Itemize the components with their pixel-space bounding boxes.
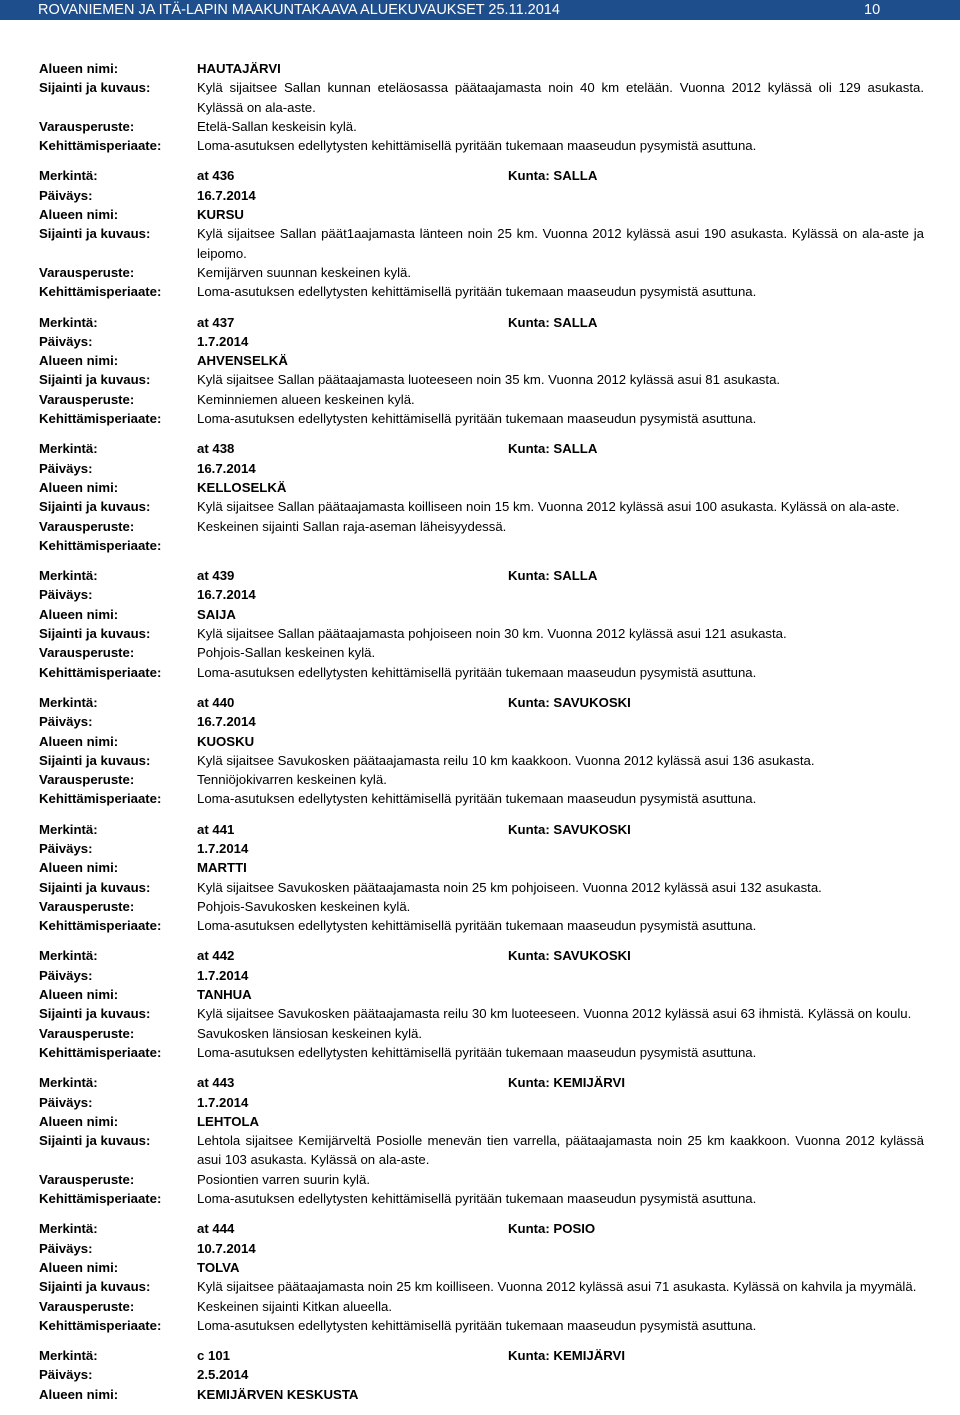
date-row (39, 839, 924, 858)
development-principle-value: Loma-asutuksen edellytysten kehittämisellä pyritään tukemaan maaseudun pysymistä asuttuna. (197, 664, 757, 680)
date-value: 2.5.2014 (197, 1367, 249, 1383)
location-label: Sijainti ja kuvaus: (39, 1006, 151, 1022)
development-principle-row (39, 789, 924, 808)
marking-values (197, 1073, 924, 1092)
date-label: Päiväys: (39, 840, 93, 856)
location-value: Kylä sijaitsee Savukosken päätaajamasta reilu 10 km kaakkoon. Vuonna 2012 kylässä asui 136 asukasta. (197, 752, 815, 768)
municipality: Kunta: SAVUKOSKI (508, 694, 631, 710)
development-principle-value: Loma-asutuksen edellytysten kehittämisellä pyritään tukemaan maaseudun pysymistä asuttuna. (197, 284, 757, 300)
marking-row (39, 1346, 924, 1365)
area-name-value: HAUTAJÄRVI (197, 61, 281, 76)
document-body (39, 59, 924, 1415)
development-principle-value: Loma-asutuksen edellytysten kehittämisellä pyritään tukemaan maaseudun pysymistä asuttuna. (197, 918, 757, 934)
development-principle-label: Kehittämisperiaate: (39, 138, 162, 154)
development-principle-row (39, 536, 924, 555)
area-name-row (39, 605, 924, 624)
municipality: Kunta: SALLA (508, 168, 598, 184)
development-principle-row (39, 136, 924, 155)
area-name-label: Alueen nimi: (39, 987, 119, 1003)
reservation-basis-label: Varausperuste: (39, 772, 135, 788)
reservation-basis-value: Pohjois-Sallan keskeinen kylä. (197, 645, 376, 661)
marking-label: Merkintä: (39, 168, 98, 184)
document-title: ROVANIEMEN JA ITÄ-LAPIN MAAKUNTAKAAVA ALUEKUVAUKSET 25.11.2014 (38, 2, 560, 18)
marking-label: Merkintä: (39, 694, 98, 710)
area-entry (39, 1073, 924, 1208)
location-row (39, 1004, 924, 1023)
reservation-basis-row (39, 1024, 924, 1043)
location-value: Kylä sijaitsee Savukosken päätaajamasta noin 25 km pohjoiseen. Vuonna 2012 kylässä asui 132 asukasta. (197, 879, 822, 895)
area-name-label: Alueen nimi: (39, 1113, 119, 1129)
reservation-basis-value: Keskeinen sijainti Kitkan alueella. (197, 1298, 392, 1314)
area-entry (39, 566, 924, 682)
marking-row (39, 566, 924, 585)
location-value: Kylä sijaitsee päätaajamasta noin 25 km koilliseen. Vuonna 2012 kylässä asui 71 asukasta. Kylässä on kahvila ja myymälä. (197, 1279, 917, 1295)
reservation-basis-value: Tenniöjokivarren keskeinen kylä. (197, 772, 387, 788)
location-row (39, 1277, 924, 1296)
marking-code: at 442 (197, 948, 235, 964)
municipality: Kunta: KEMIJÄRVI (508, 1075, 625, 1091)
area-entry (39, 166, 924, 301)
marking-code: at 437 (197, 314, 235, 330)
date-value: 16.7.2014 (197, 187, 256, 203)
marking-values (197, 1219, 924, 1238)
marking-values (197, 1346, 924, 1365)
development-principle-value: Loma-asutuksen edellytysten kehittämisellä pyritään tukemaan maaseudun pysymistä asuttuna. (197, 791, 757, 807)
marking-row (39, 820, 924, 839)
reservation-basis-row (39, 263, 924, 282)
location-value: Kylä sijaitsee Sallan kunnan eteläosassa päätaajamasta noin 40 km etelään. Vuonna 2012 kylässä oli 129 asukasta. Kylässä on ala-aste. (197, 80, 924, 115)
date-label: Päiväys: (39, 714, 93, 730)
marking-values (197, 439, 924, 458)
location-label: Sijainti ja kuvaus: (39, 752, 151, 768)
area-entry (39, 1219, 924, 1335)
date-label: Päiväys: (39, 187, 93, 203)
reservation-basis-label: Varausperuste: (39, 1025, 135, 1041)
marking-label: Merkintä: (39, 314, 98, 330)
area-entry (39, 693, 924, 809)
development-principle-label: Kehittämisperiaate: (39, 1191, 162, 1207)
area-name-label: Alueen nimi: (39, 479, 119, 495)
development-principle-row (39, 1189, 924, 1208)
date-row (39, 459, 924, 478)
area-name-row (39, 59, 924, 78)
area-name-row (39, 1385, 924, 1404)
marking-row (39, 313, 924, 332)
municipality: Kunta: KEMIJÄRVI (508, 1348, 625, 1364)
location-label: Sijainti ja kuvaus: (39, 879, 151, 895)
development-principle-row (39, 409, 924, 428)
marking-label: Merkintä: (39, 1075, 98, 1091)
development-principle-value (197, 536, 924, 555)
area-entry (39, 820, 924, 936)
date-value: 10.7.2014 (197, 1240, 256, 1256)
location-value: Kylä sijaitsee Sallan päät1aajamasta länteen noin 25 km. Vuonna 2012 kylässä asui 190 asukasta. Kylässä on ala-aste ja leipomo. (197, 226, 924, 261)
reservation-basis-value: Posiontien varren suurin kylä. (197, 1171, 370, 1187)
area-name-label: Alueen nimi: (39, 606, 119, 622)
area-name-value: LEHTOLA (197, 1113, 260, 1129)
reservation-basis-row (39, 1297, 924, 1316)
reservation-basis-value: Etelä-Sallan keskeisin kylä. (197, 118, 357, 134)
location-label: Sijainti ja kuvaus: (39, 499, 151, 515)
marking-row (39, 166, 924, 185)
location-row (39, 370, 924, 389)
development-principle-value: Loma-asutuksen edellytysten kehittämisellä pyritään tukemaan maaseudun pysymistä asuttuna. (197, 138, 757, 154)
marking-row (39, 946, 924, 965)
municipality: Kunta: SALLA (508, 568, 598, 584)
area-name-label: Alueen nimi: (39, 860, 119, 876)
development-principle-label: Kehittämisperiaate: (39, 791, 162, 807)
development-principle-row (39, 663, 924, 682)
reservation-basis-value: Kemijärven suunnan keskeinen kylä. (197, 264, 412, 280)
area-name-row (39, 858, 924, 877)
area-entry (39, 1346, 924, 1404)
reservation-basis-row (39, 117, 924, 136)
date-row (39, 1093, 924, 1112)
development-principle-row (39, 916, 924, 935)
marking-row (39, 1219, 924, 1238)
reservation-basis-row (39, 897, 924, 916)
marking-code: c 101 (197, 1348, 231, 1364)
area-name-label: Alueen nimi: (39, 207, 119, 223)
date-row (39, 1239, 924, 1258)
area-name-label: Alueen nimi: (39, 61, 119, 76)
development-principle-value: Loma-asutuksen edellytysten kehittämisellä pyritään tukemaan maaseudun pysymistä asuttuna. (197, 1317, 757, 1333)
reservation-basis-value: Keminniemen alueen keskeinen kylä. (197, 391, 415, 407)
development-principle-row (39, 1316, 924, 1335)
area-name-value: TOLVA (197, 1259, 240, 1275)
development-principle-label: Kehittämisperiaate: (39, 664, 162, 680)
date-value: 16.7.2014 (197, 714, 256, 730)
date-value: 1.7.2014 (197, 1094, 249, 1110)
location-row (39, 624, 924, 643)
location-label: Sijainti ja kuvaus: (39, 80, 151, 96)
area-name-row (39, 351, 924, 370)
location-value: Kylä sijaitsee Savukosken päätaajamasta reilu 30 km luoteeseen. Vuonna 2012 kylässä asui 63 ihmistä. Kylässä on koulu. (197, 1006, 912, 1022)
date-label: Päiväys: (39, 1367, 93, 1383)
reservation-basis-label: Varausperuste: (39, 118, 135, 134)
location-row (39, 1131, 924, 1170)
area-name-row (39, 1258, 924, 1277)
area-name-row (39, 732, 924, 751)
development-principle-row (39, 282, 924, 301)
marking-row (39, 439, 924, 458)
development-principle-label: Kehittämisperiaate: (39, 284, 162, 300)
date-value: 1.7.2014 (197, 967, 249, 983)
marking-code: at 439 (197, 568, 235, 584)
date-row (39, 966, 924, 985)
date-row (39, 1365, 924, 1384)
date-row (39, 332, 924, 351)
municipality: Kunta: SAVUKOSKI (508, 948, 631, 964)
date-label: Päiväys: (39, 333, 93, 349)
area-name-value: KELLOSELKÄ (197, 479, 287, 495)
reservation-basis-label: Varausperuste: (39, 1298, 135, 1314)
date-value: 16.7.2014 (197, 460, 256, 476)
area-entry (39, 946, 924, 1062)
marking-code: at 438 (197, 441, 235, 457)
area-name-value: MARTTI (197, 860, 247, 876)
reservation-basis-label: Varausperuste: (39, 391, 135, 407)
marking-label: Merkintä: (39, 1221, 98, 1237)
date-value: 1.7.2014 (197, 840, 249, 856)
marking-row (39, 1073, 924, 1092)
area-name-label: Alueen nimi: (39, 1386, 119, 1402)
location-value: Lehtola sijaitsee Kemijärveltä Posiolle menevän tien varrella, päätaajamasta noin 25 km kaakkoon. Vuonna 2012 kylässä asui 103 asukasta. Kylässä on ala-aste. (197, 1133, 924, 1168)
reservation-basis-value: Pohjois-Savukosken keskeinen kylä. (197, 898, 411, 914)
marking-code: at 444 (197, 1221, 235, 1237)
location-label: Sijainti ja kuvaus: (39, 372, 151, 388)
development-principle-value: Loma-asutuksen edellytysten kehittämisellä pyritään tukemaan maaseudun pysymistä asuttuna. (197, 411, 757, 427)
date-value: 16.7.2014 (197, 587, 256, 603)
reservation-basis-row (39, 1170, 924, 1189)
date-label: Päiväys: (39, 967, 93, 983)
development-principle-value: Loma-asutuksen edellytysten kehittämisellä pyritään tukemaan maaseudun pysymistä asuttuna. (197, 1191, 757, 1207)
location-label: Sijainti ja kuvaus: (39, 626, 151, 642)
location-label: Sijainti ja kuvaus: (39, 226, 151, 242)
marking-values (197, 313, 924, 332)
municipality: Kunta: SALLA (508, 314, 598, 330)
development-principle-value: Loma-asutuksen edellytysten kehittämisellä pyritään tukemaan maaseudun pysymistä asuttuna. (197, 1044, 757, 1060)
location-label: Sijainti ja kuvaus: (39, 1133, 151, 1149)
area-name-row (39, 985, 924, 1004)
marking-code: at 441 (197, 821, 235, 837)
marking-label: Merkintä: (39, 821, 98, 837)
area-entry (39, 313, 924, 429)
municipality: Kunta: POSIO (508, 1221, 596, 1237)
reservation-basis-label: Varausperuste: (39, 645, 135, 661)
area-name-row (39, 1112, 924, 1131)
reservation-basis-label: Varausperuste: (39, 1171, 135, 1187)
reservation-basis-label: Varausperuste: (39, 264, 135, 280)
area-name-value: KURSU (197, 207, 244, 223)
area-entry (39, 59, 924, 155)
marking-label: Merkintä: (39, 1348, 98, 1364)
reservation-basis-value: Keskeinen sijainti Sallan raja-aseman läheisyydessä. (197, 518, 507, 534)
location-label: Sijainti ja kuvaus: (39, 1279, 151, 1295)
area-name-label: Alueen nimi: (39, 1259, 119, 1275)
date-row (39, 585, 924, 604)
area-name-row (39, 478, 924, 497)
date-label: Päiväys: (39, 1240, 93, 1256)
marking-code: at 443 (197, 1075, 235, 1091)
reservation-basis-row (39, 770, 924, 789)
location-row (39, 878, 924, 897)
page-number: 10 (864, 2, 881, 18)
marking-values (197, 946, 924, 965)
development-principle-row (39, 1043, 924, 1062)
area-name-value: KUOSKU (197, 733, 255, 749)
date-label: Päiväys: (39, 460, 93, 476)
reservation-basis-row (39, 517, 924, 536)
location-row (39, 751, 924, 770)
area-name-value: SAIJA (197, 606, 236, 622)
reservation-basis-value: Savukosken länsiosan keskeinen kylä. (197, 1025, 423, 1041)
area-entry (39, 439, 924, 555)
marking-values (197, 693, 924, 712)
date-label: Päiväys: (39, 1094, 93, 1110)
area-name-value: TANHUA (197, 987, 252, 1003)
location-value: Kylä sijaitsee Sallan päätaajamasta pohjoiseen noin 30 km. Vuonna 2012 kylässä asui 121 asukasta. (197, 626, 787, 642)
reservation-basis-label: Varausperuste: (39, 898, 135, 914)
marking-code: at 436 (197, 168, 235, 184)
marking-row (39, 693, 924, 712)
development-principle-label: Kehittämisperiaate: (39, 1044, 162, 1060)
location-row (39, 78, 924, 117)
date-row (39, 186, 924, 205)
location-row (39, 497, 924, 516)
municipality: Kunta: SAVUKOSKI (508, 821, 631, 837)
page-header (0, 0, 960, 20)
marking-values (197, 166, 924, 185)
area-name-label: Alueen nimi: (39, 733, 119, 749)
development-principle-label: Kehittämisperiaate: (39, 537, 162, 553)
marking-values (197, 820, 924, 839)
municipality: Kunta: SALLA (508, 441, 598, 457)
marking-label: Merkintä: (39, 948, 98, 964)
development-principle-label: Kehittämisperiaate: (39, 411, 162, 427)
date-value: 1.7.2014 (197, 333, 249, 349)
reservation-basis-label: Varausperuste: (39, 518, 135, 534)
location-value: Kylä sijaitsee Sallan päätaajamasta koilliseen noin 15 km. Vuonna 2012 kylässä asui 100 asukasta. Kylässä on ala-aste. (197, 499, 900, 515)
date-row (39, 712, 924, 731)
marking-label: Merkintä: (39, 441, 98, 457)
development-principle-label: Kehittämisperiaate: (39, 918, 162, 934)
marking-label: Merkintä: (39, 568, 98, 584)
area-name-label: Alueen nimi: (39, 353, 119, 369)
marking-values (197, 566, 924, 585)
marking-code: at 440 (197, 694, 235, 710)
reservation-basis-row (39, 643, 924, 662)
development-principle-label: Kehittämisperiaate: (39, 1317, 162, 1333)
area-name-value: KEMIJÄRVEN KESKUSTA (197, 1386, 359, 1402)
location-value: Kylä sijaitsee Sallan päätaajamasta luoteeseen noin 35 km. Vuonna 2012 kylässä asui 81 asukasta. (197, 372, 781, 388)
location-row (39, 224, 924, 263)
date-label: Päiväys: (39, 587, 93, 603)
area-name-value: AHVENSELKÄ (197, 353, 288, 369)
reservation-basis-row (39, 390, 924, 409)
area-name-row (39, 205, 924, 224)
